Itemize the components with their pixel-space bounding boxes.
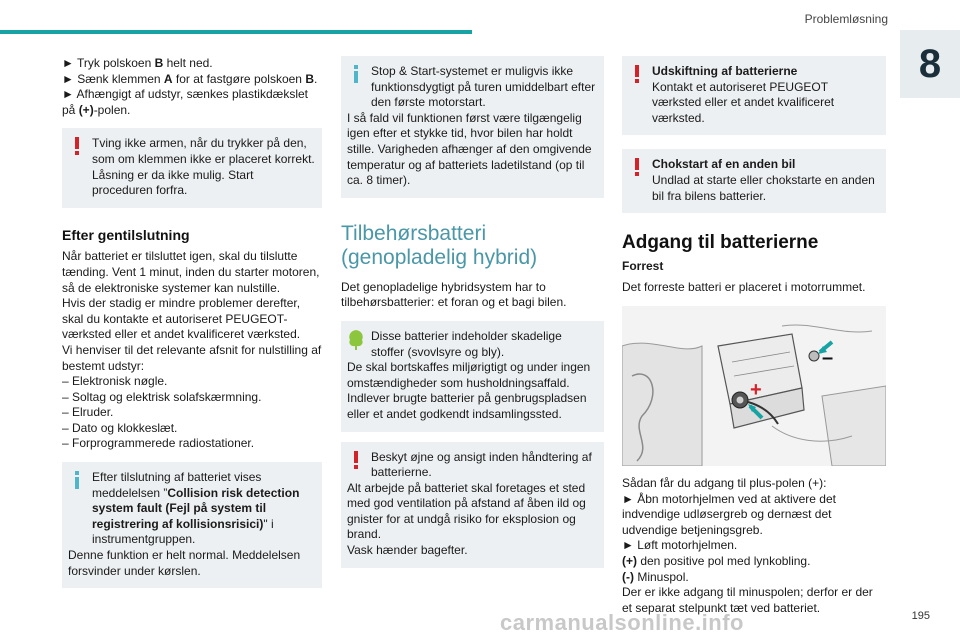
- column-3: [622, 56, 886, 616]
- tree-icon: [347, 329, 365, 351]
- steps-intro: Sådan får du adgang til plus-polen (+):: [622, 475, 827, 490]
- exclamation-icon: [630, 157, 644, 177]
- header-accent-bar: [0, 30, 472, 34]
- reset-list: [62, 374, 322, 452]
- watermark: carmanualsonline.info: [500, 610, 744, 635]
- info-text: Efter tilslutning af batteriet vises meddelelsen ”Collision risk detection system fault (Fejl på system til registrering af kollisionsrisici)" i instrumentgruppen.: [92, 470, 300, 547]
- info-box: [341, 56, 604, 198]
- body-paragraph: Når batteriet er tilsluttet igen, skal du tilslutte tænding. Vent 1 minut, inden du starter motoren, så de elektroniske systemer kan nulstille.: [62, 249, 320, 295]
- warning-box: [62, 128, 322, 207]
- section-title: Problemløsning: [804, 12, 888, 26]
- environment-text: De skal bortskaffes miljørigtigt og under ingen omstændigheder som husholdningsaffald.: [347, 360, 591, 390]
- legend-minus: (-) Minuspol.: [622, 569, 689, 584]
- warning-box: [622, 56, 886, 135]
- info-icon: [70, 470, 84, 490]
- info-text: Stop & Start-systemet er muligvis ikke funktionsdygtigt på turen umiddelbart efter den første motorstart.: [371, 64, 596, 110]
- step-line: ► Åbn motorhjelmen ved at aktivere det indvendige udløsergreb og dernæst det udvendige betjeningsgreb.: [622, 491, 836, 537]
- list-item: – Elruder.: [62, 405, 114, 420]
- warning-title: Udskiftning af batterierne: [652, 64, 798, 78]
- plus-label: +: [750, 378, 762, 401]
- warning-text: Beskyt øjne og ansigt inden håndtering af batterierne.: [371, 449, 592, 480]
- battery-diagram: [622, 306, 886, 466]
- section-title-large: Tilbehørsbatteri (genopladelig hybrid): [341, 221, 538, 269]
- info-box: [62, 462, 322, 588]
- column-1: [62, 56, 322, 588]
- section-heading: Efter gentilslutning: [62, 226, 190, 243]
- list-item: – Elektronisk nøgle.: [62, 374, 168, 389]
- warning-text: Vask hænder bagefter.: [347, 543, 468, 558]
- info-text-2: Denne funktion er helt normal. Meddelelsen forsvinder under kørslen.: [68, 548, 301, 578]
- step-line: ► Sænk klemmen A for at fastgøre polskoen B.: [62, 71, 318, 86]
- step-line: ► Løft motorhjelmen.: [622, 538, 738, 553]
- page-number: 195: [911, 610, 930, 622]
- environment-text: Disse batterier indeholder skadelige stoffer (svovlsyre og bly).: [371, 328, 562, 359]
- chapter-tab: [900, 30, 960, 98]
- warning-box: [622, 149, 886, 213]
- list-item: – Forprogrammerede radiostationer.: [62, 436, 255, 451]
- exclamation-icon: [630, 64, 644, 84]
- info-icon: [349, 64, 363, 84]
- warning-text: Kontakt et autoriseret PEUGEOT værksted eller et andet kvalificeret værksted.: [652, 79, 835, 125]
- intro-paragraph: Det genopladelige hybridsystem har to tilbehørsbatterier: et foran og et bagi bilen.: [341, 279, 567, 310]
- exclamation-icon: [349, 450, 363, 470]
- step-line: ► Tryk polskoen B helt ned.: [62, 56, 213, 70]
- step-line: ► Afhængigt af udstyr, sænkes plastikdækslet på (+)-polen.: [62, 87, 308, 117]
- warning-text: Alt arbejde på batteriet skal foretages et sted med god ventilation på afstand af åben ild og gnister for at undgå risiko for eksplosion og brand.: [347, 480, 586, 542]
- engine-bay-illustration: [622, 306, 886, 466]
- warning-text: Undlad at starte eller chokstarte en anden bil fra bilens batterier.: [652, 172, 875, 203]
- warning-title: Chokstart af en anden bil: [652, 157, 796, 172]
- subheading: Forrest: [622, 258, 664, 273]
- environment-text: Indlever brugte batterier på genbrugspladsen eller et andet godkendt indsamlingssted.: [347, 391, 587, 421]
- legend-plus: (+) den positive pol med lynkobling.: [622, 553, 811, 568]
- column-2: [341, 56, 604, 568]
- warning-box: [341, 442, 604, 568]
- list-item: – Soltag og elektrisk solafskærmning.: [62, 389, 262, 404]
- list-item: – Dato og klokkeslæt.: [62, 420, 178, 435]
- body-paragraph: Vi henviser til det relevante afsnit for nulstilling af bestemt udstyr:: [62, 342, 322, 373]
- chapter-number: 8: [918, 41, 942, 86]
- environment-box: [341, 321, 604, 432]
- exclamation-icon: [70, 136, 84, 156]
- info-text: I så fald vil funktionen først være tilgængelig igen efter et stykke tid, hvor bilen har holdt stille. Varigheden afhænger af den omgivende temperatur og af batteriets ladetilstand (op til ca. 8 timer).: [347, 110, 592, 188]
- section-heading: Adgang til batterierne: [622, 232, 819, 254]
- body-paragraph: Hvis der stadig er mindre problemer derefter, skal du kontakte et autoriseret PEUGEOT-værksted eller et andet kvalificeret værksted.: [62, 296, 301, 342]
- outro-paragraph: Der er ikke adgang til minuspolen; derfor er der et separat stelpunkt tæt ved batteriet.: [622, 585, 873, 615]
- minus-label: –: [822, 346, 834, 369]
- warning-text: Tving ikke armen, når du trykker på den, som om klemmen ikke er placeret korrekt. Låsning er da ikke mulig. Start proceduren forfra.: [92, 136, 315, 198]
- intro-paragraph: Det forreste batteri er placeret i motorrummet.: [622, 280, 866, 295]
